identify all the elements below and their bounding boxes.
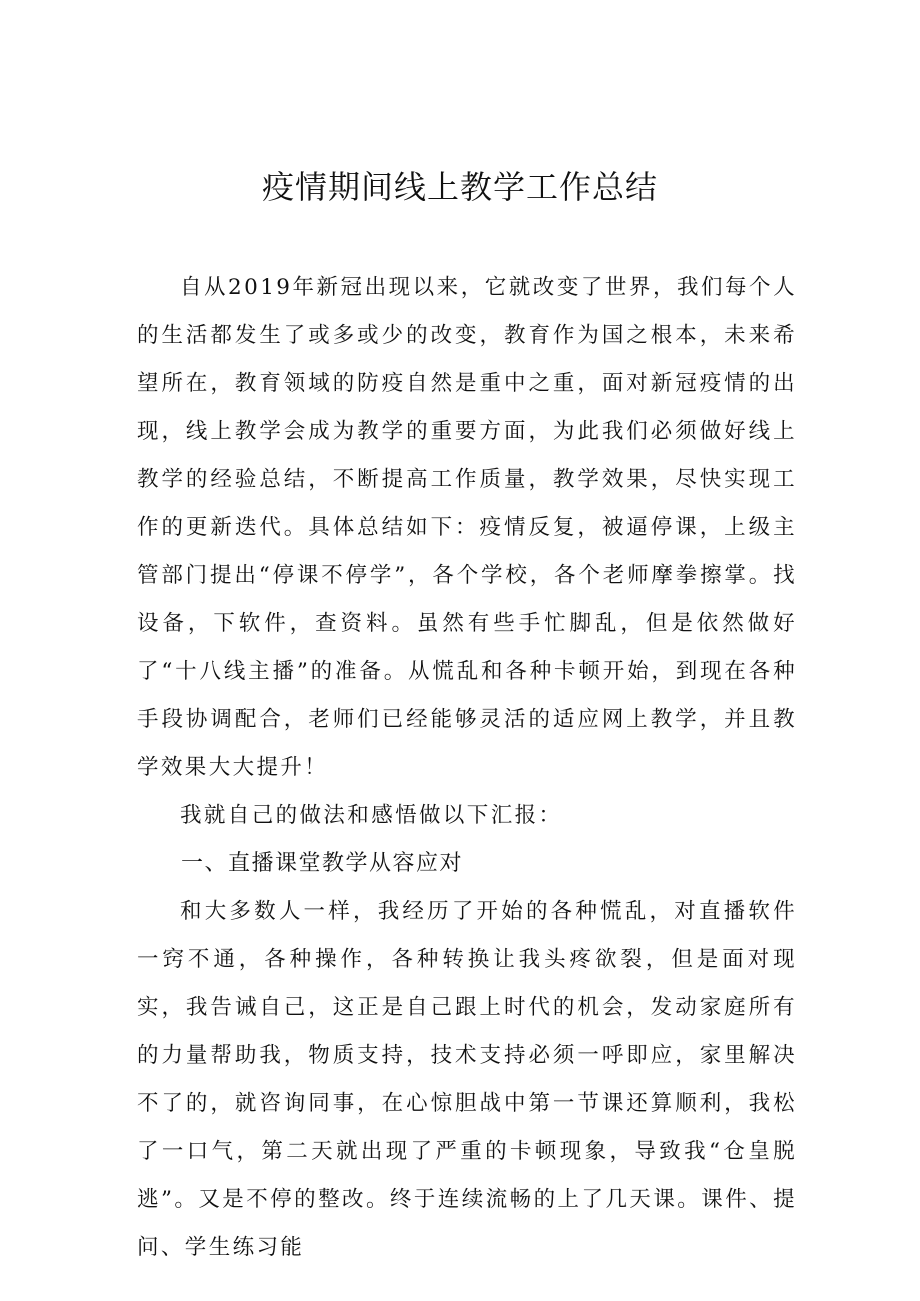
paragraph-report-intro: 我就自己的做法和感悟做以下汇报： bbox=[180, 803, 563, 828]
section-heading-1: 一、直播课堂教学从容应对 bbox=[181, 851, 464, 876]
paragraph-intro: 自从2019年新冠出现以来，它就改变了世界，我们每个人的生活都发生了或多或少的改变，教育作为国之根本，未来希望所在，教育领域的防疫自然是重中之重，面对新冠疫情的出现，线上教学会成为教学的重要方面，为此我们必须做好线上教学的经验总结，不断提高工作质量，教学效果，尽快实现工作的更新迭代。具体总结如下：疫情反复，被逼停课，上级主管部门提出“停课不停学”，各个学校，各个老师摩拳擦掌。找设备，下软件，查资料。虽然有些手忙脚乱，但是依然做好了“十八线主播”的准备。从慌乱和各种卡顿开始，到现在各种手段协调配合，老师们已经能够灵活的适应网上教学，并且教学效果大大提升！ bbox=[137, 275, 797, 780]
document-body bbox=[137, 264, 797, 1272]
paragraph-section-1: 和大多数人一样，我经历了开始的各种慌乱，对直播软件一窍不通，各种操作，各种转换让我头疼欲裂，但是面对现实，我告诫自己，这正是自己跟上时代的机会，发动家庭所有的力量帮助我，物质支持，技术支持必须一呼即应，家里解决不了的，就咨询同事，在心惊胆战中第一节课还算顺利，我松了一口气，第二天就出现了严重的卡顿现象，导致我“仓皇脱逃”。又是不停的整改。终于连续流畅的上了几天课。课件、提问、学生练习能 bbox=[137, 899, 797, 1260]
document-title: 疫情期间线上教学工作总结 bbox=[261, 168, 658, 206]
